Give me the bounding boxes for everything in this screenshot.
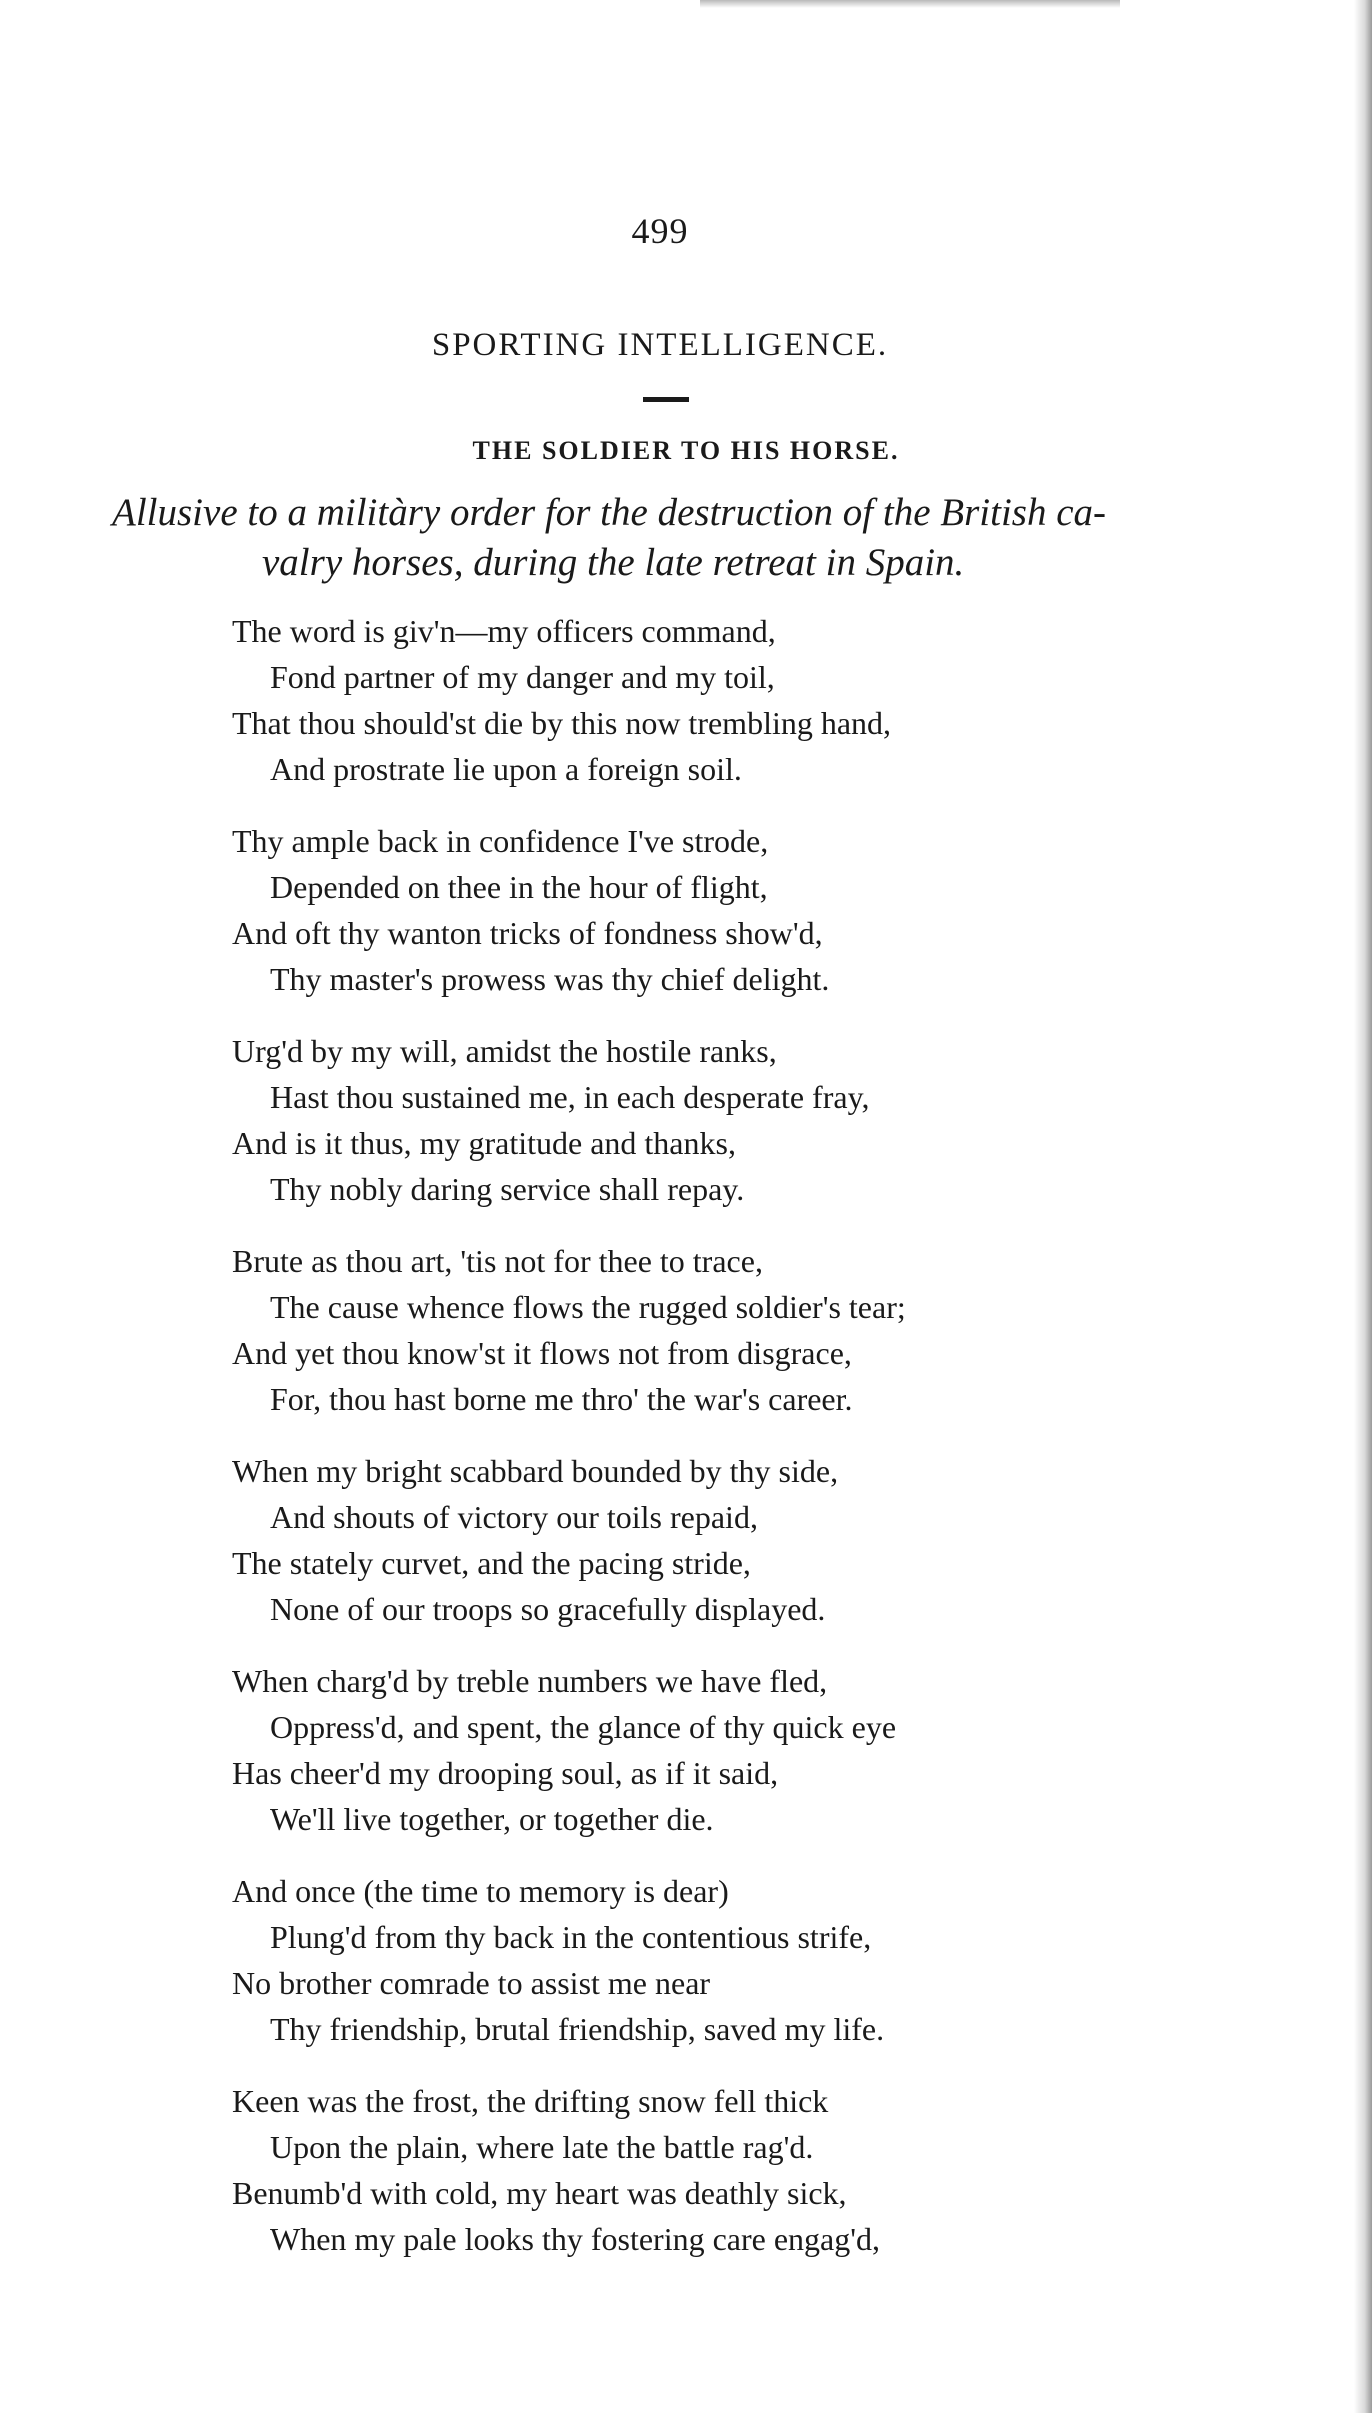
stanza-line: When my pale looks thy fostering care engag'd, — [270, 2221, 881, 2257]
stanza-5 — [232, 1448, 1232, 1632]
stanza-line: And once (the time to memory is dear) — [232, 1873, 729, 1909]
stanza-line: Depended on thee in the hour of flight, — [270, 869, 768, 905]
poem-title: THE SOLDIER TO HIS HORSE. — [472, 436, 900, 465]
stanza-line: And is it thus, my gratitude and thanks, — [232, 1125, 736, 1161]
stanza-line: Thy nobly daring service shall repay. — [270, 1171, 745, 1207]
stanza-line: None of our troops so gracefully displayed. — [270, 1591, 826, 1627]
stanza-line: The cause whence flows the rugged soldier's tear; — [270, 1289, 906, 1325]
stanza-4 — [232, 1238, 1232, 1422]
subtitle-line-2: valry horses, during the late retreat in Spain. — [262, 541, 965, 584]
stanza-3 — [232, 1028, 1232, 1212]
stanza-line: Benumb'd with cold, my heart was deathly sick, — [232, 2175, 847, 2211]
stanza-line: The word is giv'n—my officers command, — [232, 613, 776, 649]
stanza-line: Brute as thou art, 'tis not for thee to trace, — [232, 1243, 763, 1279]
stanza-line: No brother comrade to assist me near — [232, 1965, 711, 2001]
section-title: SPORTING INTELLIGENCE. — [431, 327, 889, 363]
stanza-line: And shouts of victory our toils repaid, — [270, 1499, 758, 1535]
stanza-2 — [232, 818, 1232, 1002]
stanza-line: We'll live together, or together die. — [270, 1801, 714, 1837]
stanza-line: Thy master's prowess was thy chief delight. — [270, 961, 830, 997]
stanza-6 — [232, 1658, 1232, 1842]
stanza-line: Has cheer'd my drooping soul, as if it said, — [232, 1755, 779, 1791]
stanza-line: Hast thou sustained me, in each desperate fray, — [270, 1079, 870, 1115]
stanza-line: For, thou hast borne me thro' the war's career. — [270, 1381, 853, 1417]
stanza-line: Thy friendship, brutal friendship, saved my life. — [270, 2011, 885, 2047]
stanza-1 — [232, 608, 1232, 792]
stanza-line: Keen was the frost, the drifting snow fell thick — [232, 2083, 829, 2119]
page-number: 499 — [631, 211, 689, 251]
stanza-line: And prostrate lie upon a foreign soil. — [270, 751, 742, 787]
title-rule — [643, 397, 689, 402]
stanza-line: And oft thy wanton tricks of fondness show'd, — [232, 915, 823, 951]
stanza-line: The stately curvet, and the pacing stride, — [232, 1545, 751, 1581]
stanza-line: Oppress'd, and spent, the glance of thy quick eye — [270, 1709, 897, 1745]
stanza-line: Urg'd by my will, amidst the hostile ranks, — [232, 1033, 777, 1069]
stanza-line: When my bright scabbard bounded by thy side, — [232, 1453, 839, 1489]
stanza-line: Upon the plain, where late the battle rag'd. — [270, 2129, 814, 2165]
stanza-line: When charg'd by treble numbers we have fled, — [232, 1663, 828, 1699]
page-edge-shadow — [1354, 0, 1372, 2413]
stanza-7 — [232, 1868, 1232, 2052]
subtitle-line-1: Allusive to a militàry order for the destruction of the British ca- — [112, 491, 1107, 534]
stanza-line: Fond partner of my danger and my toil, — [270, 659, 775, 695]
stanza-line: That thou should'st die by this now trembling hand, — [232, 705, 892, 741]
stanza-8 — [232, 2078, 1232, 2262]
stanza-line: Plung'd from thy back in the contentious strife, — [270, 1919, 872, 1955]
stanza-line: And yet thou know'st it flows not from disgrace, — [232, 1335, 852, 1371]
page-top-smudge — [700, 0, 1120, 8]
stanza-line: Thy ample back in confidence I've strode, — [232, 823, 769, 859]
poem-subtitle — [112, 488, 1232, 588]
